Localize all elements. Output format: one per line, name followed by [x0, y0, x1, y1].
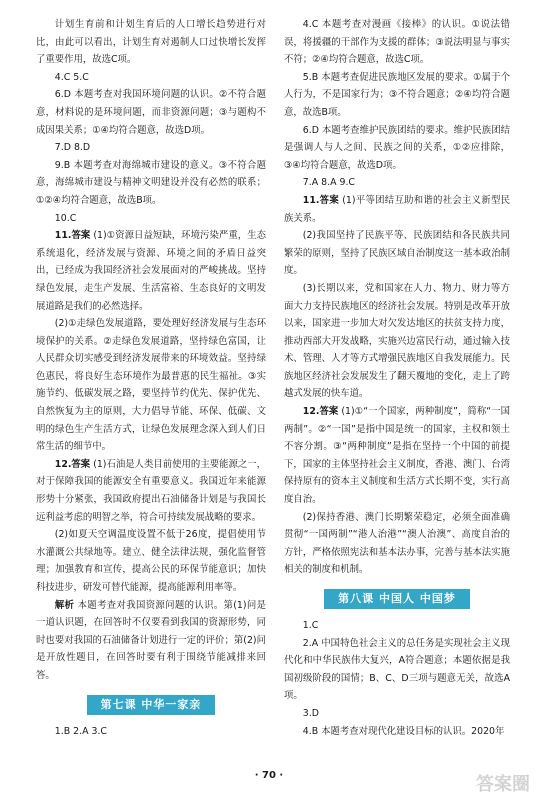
answer-label: 11.答案 [302, 194, 339, 206]
page-number: · 70 · [254, 770, 284, 781]
answer-item: 计划生育前和计划生育后的人口增长趋势进行对比，由此可以看出，计划生育对遏制人口过快增长发挥了重要作用，故选C项。 [36, 19, 266, 66]
answer-item: 9.B 本题考查对海绵城市建设的意义。③不符合题意，海绵城市建设与精神文明建设并没有必然的联系；①②④均符合题意，故选B项。 [36, 159, 266, 206]
answer-label: 12.答案 [302, 406, 339, 418]
answer-subparagraph: (2)如夏天空调温度设置不低于26度，提倡使用节水灌溉公共绿地等。建立、健全法律法规，强化监督管理；加强教育和宣传，提高公民的环保节能意识；加快科技进步，研发可替代能源，提高能源利用率等。 [36, 529, 266, 593]
answer-label: 11.答案 [54, 230, 91, 242]
answer-subparagraph: (2)保持香港、澳门长期繁荣稳定，必须全面准确贯彻“一国两制”“港人治港”“澳人治澳”、高度自治的方针，严格依照宪法和基本法办事，完善与基本法实施相关的制度和机制。 [284, 511, 510, 576]
section-heading: 第七课 中华一家亲 [87, 695, 216, 715]
answer-item: 1.B 2.A 3.C [54, 725, 107, 737]
answer-text: (1)①“一个国家，两种制度”，简称“一国两制”。②“一国”是指中国是统一的国家，主权和领土不容分割。③“两种制度”是指在坚持一个中国的前提下，国家的主体坚持社会主义制度，香港、澳门、台湾保持原有的资本主义制度和生活方式长期不变，实行高度自治。 [284, 406, 510, 506]
answer-item: 2.A 中国特色社会主义的总任务是实现社会主义现代化和中华民族伟大复兴，A符合题意；本题依据是我国初级阶段的国情；B、C、D三项与题意无关，故选A项。 [284, 637, 510, 702]
answer-label: 解析 [54, 599, 75, 611]
section-heading: 第八课 中国人 中国梦 [324, 589, 470, 609]
answer-paragraph [284, 192, 510, 227]
left-column [36, 16, 266, 740]
explanation-paragraph [36, 597, 266, 685]
answer-text: (1)①资源日益短缺，环境污染严重，生态系统退化，经济发展与资源、环境之间的矛盾日益突出，已经成为我国经济社会发展面对的严峻挑战。坚持绿色发展，走生产发展、生活富裕、生态良好的文明发展道路是我们的必然选择。 [36, 230, 267, 312]
answer-paragraph [36, 227, 266, 315]
answer-subparagraph: (2)①走绿色发展道路，要处理好经济发展与生态环境保护的关系。②走绿色发展道路，坚持绿色富国，让人民群众切实感受到经济发展带来的环境效益。坚持绿色惠民，将良好生态环境作为最普惠的民生福祉。③实施节约、低碳发展之路，要坚持节约优先、保护优先、自然恢复为主的原则，大力倡导节能、环保、低碳、文明的绿色生产生活方式，让绿色发展理念深入到人们日常生活的细节中。 [36, 318, 266, 453]
answer-subparagraph: (3)长期以来，党和国家在人力、物力、财力等方面大力支持民族地区的经济社会发展。特别是改革开放以来，国家进一步加大对欠发达地区的扶贫支持力度，推动西部大开发战略，实施兴边富民行动，通过输入技术、管理、人才等方式增强民族地区自我发展能力。民族地区经济社会发展发生了翻天覆地的变化，走上了跨越式发展的快车道。 [284, 282, 510, 400]
answer-item: 5.B 本题考查促进民族地区发展的要求。①属于个人行为，不是国家行为；③不符合题意；②④均符合题意，故选B项。 [284, 71, 510, 118]
answer-paragraph [36, 456, 266, 526]
answer-subparagraph: (2)我国坚持了民族平等、民族团结和各民族共同繁荣的原则，坚持了民族区域自治制度这一基本政治制度。 [284, 230, 510, 277]
answer-item: 4.B 本题考查对现代化建设目标的认识。2020年 [302, 725, 505, 737]
answer-label: 12.答案 [54, 458, 91, 470]
answer-item: 1.C [302, 620, 319, 631]
answer-text: 本题考查对我国资源问题的认识。第(1)问是一道认识题，在回答时不仅要看到我国的资源形势，同时也要对我国的石油储备计划进行一定的评价；第(2)问是开放性题目，在回答时要有利于围绕节能减排来回答。 [36, 599, 266, 681]
answer-paragraph [284, 403, 510, 509]
watermark-logo: 答案圈 [476, 774, 530, 795]
answer-item: 7.D 8.D [54, 142, 91, 154]
answer-item: 3.D [302, 707, 319, 719]
answer-item: 4.C 本题考查对漫画《接棒》的认识。①说法错误，将援疆的干部作为支援的群体；③说法明显与事实不符；②④均符合题意，故选C项。 [284, 19, 510, 66]
answer-item: 6.D 本题考查维护民族团结的要求。维护民族团结是强调人与人之间、民族之间的关系，①②应排除，③④均符合题意，故选D项。 [284, 124, 510, 171]
right-column [284, 16, 510, 740]
answer-text: (1)石油是人类目前使用的主要能源之一，对于保障我国的能源安全有重要意义。我国近年来能源形势十分紧张，我国政府提出石油储备计划是与我国长远利益考虑的明智之举，符合可持续发展战略的要求。 [36, 458, 266, 523]
answer-item: 6.D 本题考查对我国环境问题的认识。②不符合题意，材料说的是环境问题，而非资源问题；③与题构不成因果关系；①④均符合题意，故选D项。 [36, 89, 266, 136]
answer-item: 10.C [54, 212, 77, 224]
answer-text: (1)平等团结互助和谐的社会主义新型民族关系。 [284, 194, 511, 224]
answer-item: 7.A 8.A 9.C [302, 177, 355, 189]
answer-item: 4.C 5.C [54, 71, 89, 83]
